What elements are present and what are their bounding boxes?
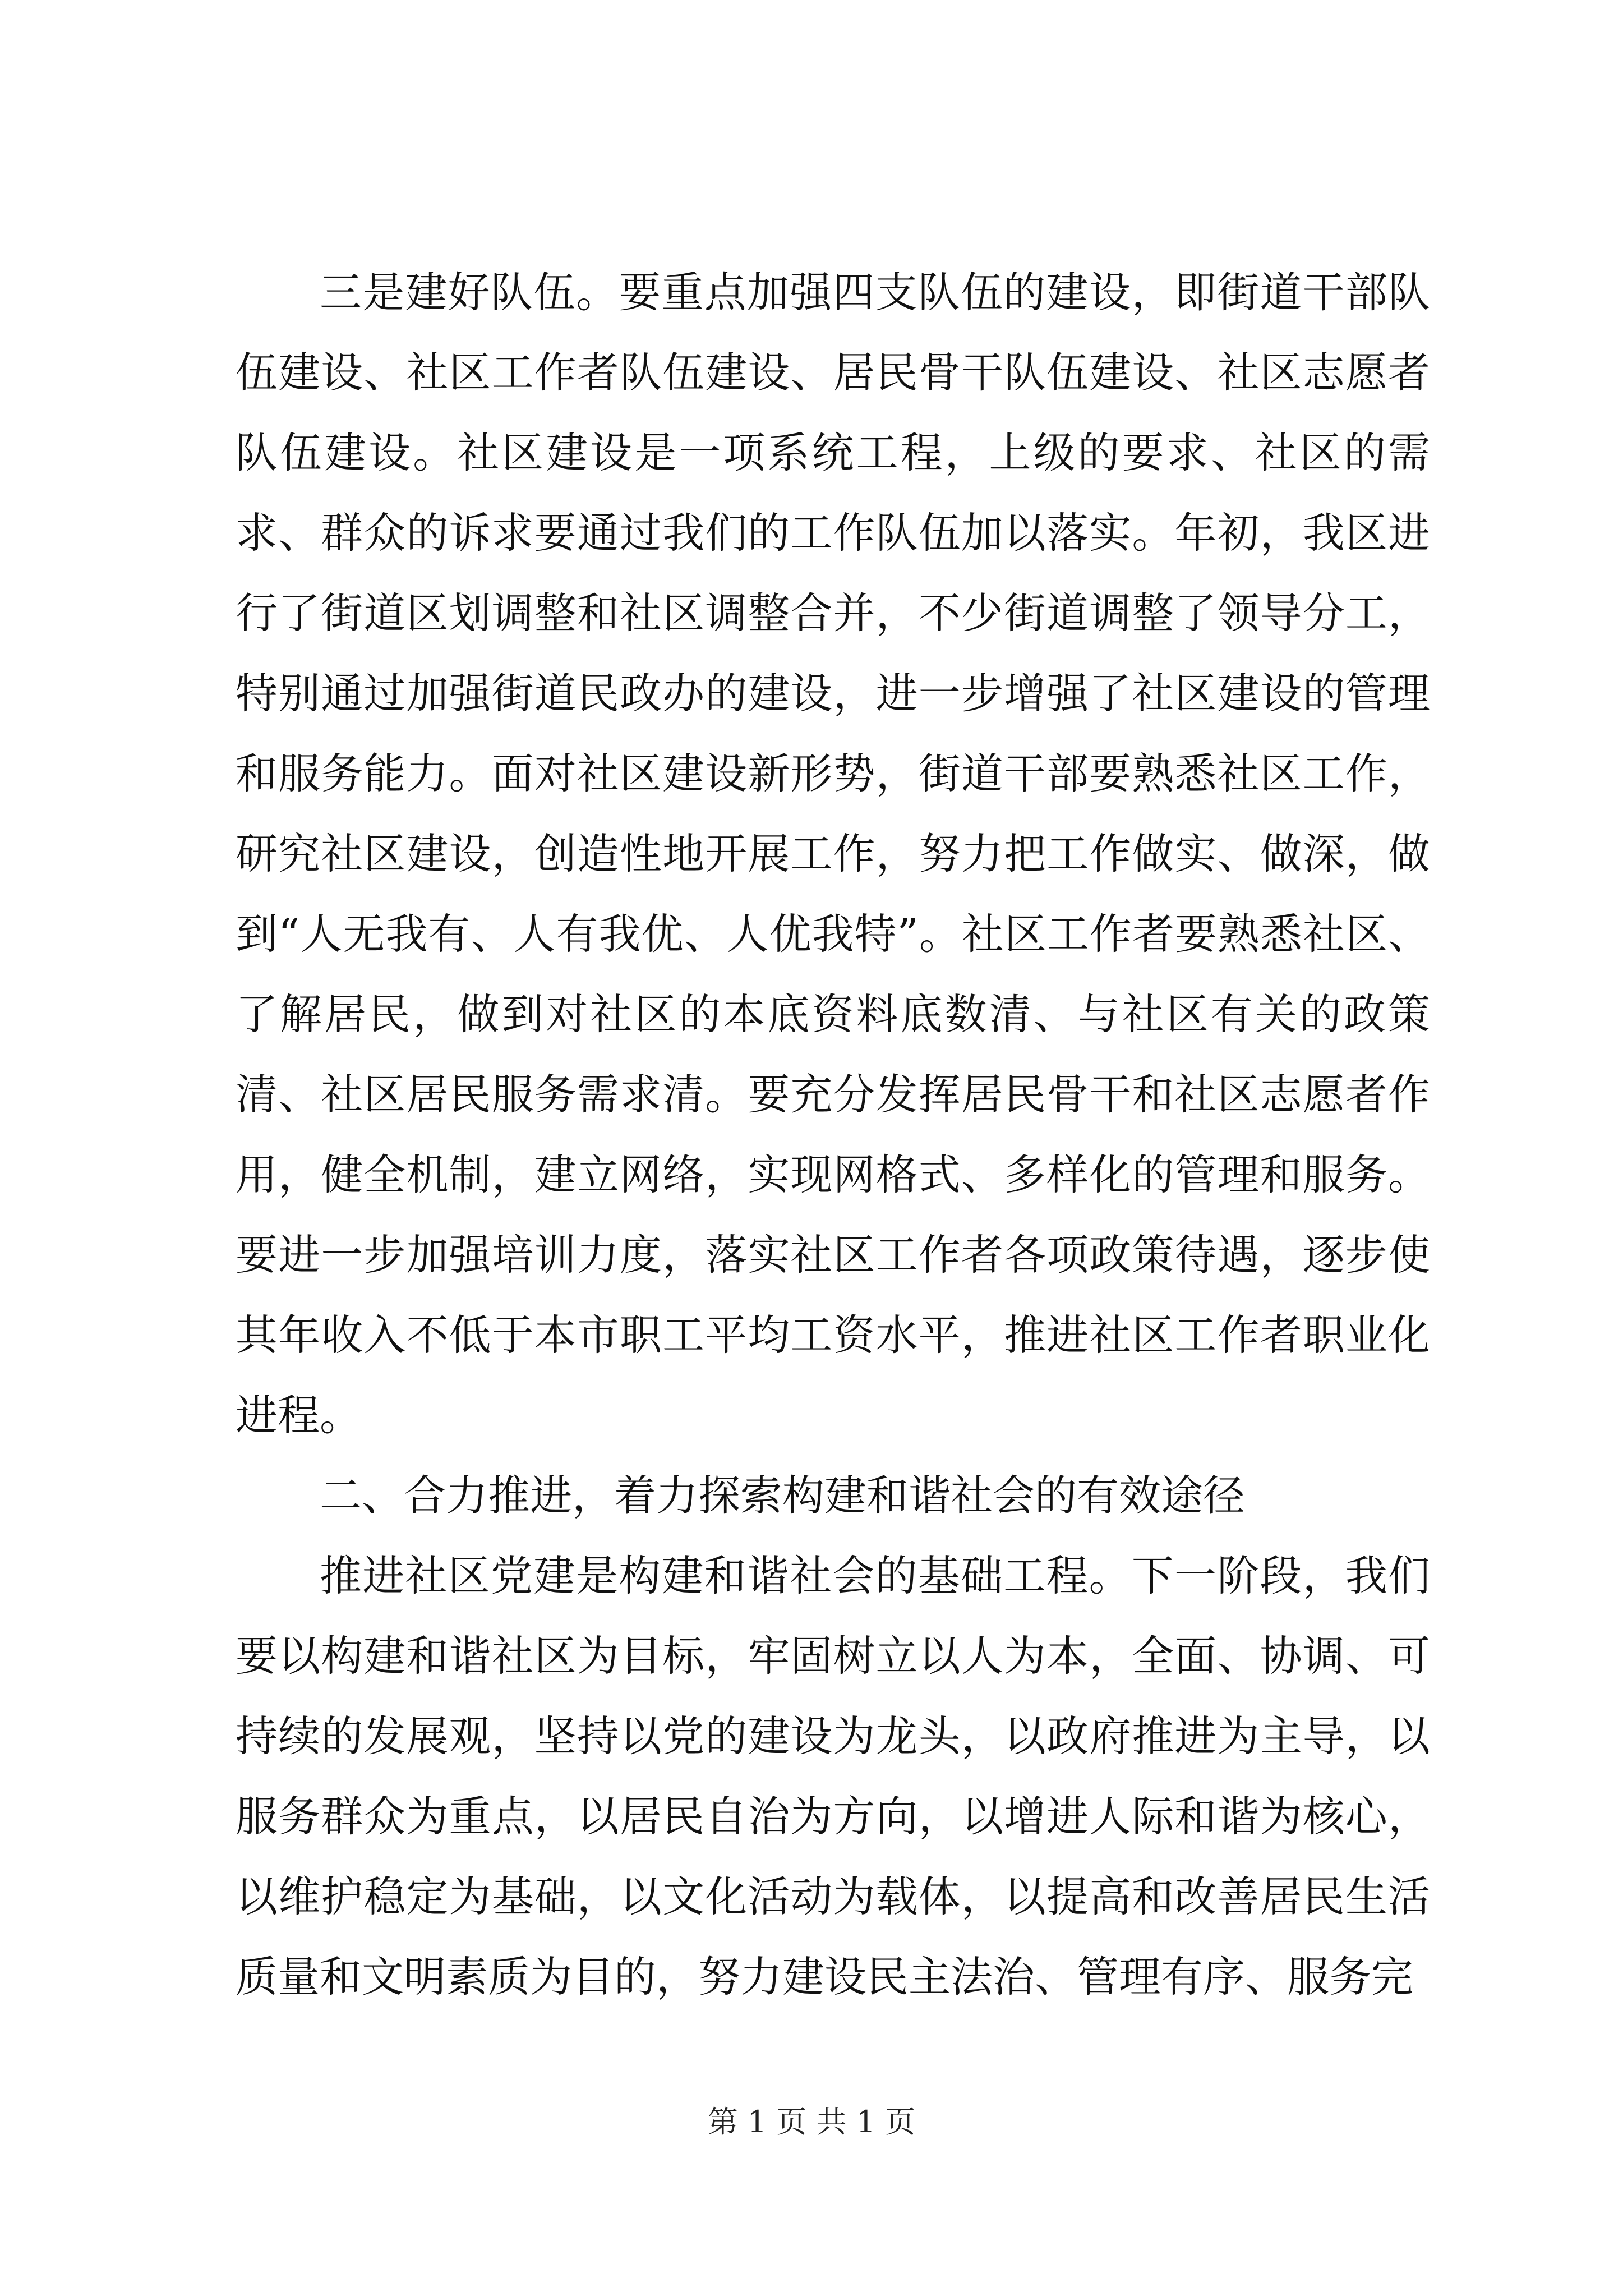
page-footer (0, 2098, 1623, 2141)
page-number: 第 1 页 共 1 页 (707, 2104, 916, 2139)
paragraph: 三是建好队伍。要重点加强四支队伍的建设，即街道干部队伍建设、社区工作者队伍建设、居民骨干队伍建设、社区志愿者队伍建设。社区建设是一项系统工程，上级的要求、社区的需求、群众的诉求要通过我们的工作队伍加以落实。年初，我区进行了街道区划调整和社区调整合并，不少街道调整了领导分工，特别通过加强街道民政办的建设，进一步增强了社区建设的管理和服务能力。面对社区建设新形势，街道干部要熟悉社区工作，研究社区建设，创造性地开展工作，努力把工作做实、做深，做到“人无我有、人有我优、人优我特”。社区工作者要熟悉社区、了解居民，做到对社区的本底资料底数清、与社区有关的政策清、社区居民服务需求清。要充分发挥居民骨干和社区志愿者作用，健全机制，建立网络，实现网格式、多样化的管理和服务。要进一步加强培训力度，落实社区工作者各项政策待遇，逐步使其年收入不低于本市职工平均工资水平，推进社区工作者职业化进程。 (236, 268, 1430, 1440)
document-body (236, 252, 1430, 2017)
section-heading: 二、合力推进，着力探索构建和谐社会的有效途径 (320, 1471, 1246, 1520)
paragraph: 推进社区党建是构建和谐社会的基础工程。下一阶段，我们要以构建和谐社区为目标，牢固树立以人为本，全面、协调、可持续的发展观，坚持以党的建设为龙头，以政府推进为主导，以服务群众为重点，以居民自治为方向，以增进人际和谐为核心，以维护稳定为基础，以文化活动为载体，以提高和改善居民生活质量和文明素质为目的，努力建设民主法治、管理有序、服务完 (236, 1551, 1430, 2001)
